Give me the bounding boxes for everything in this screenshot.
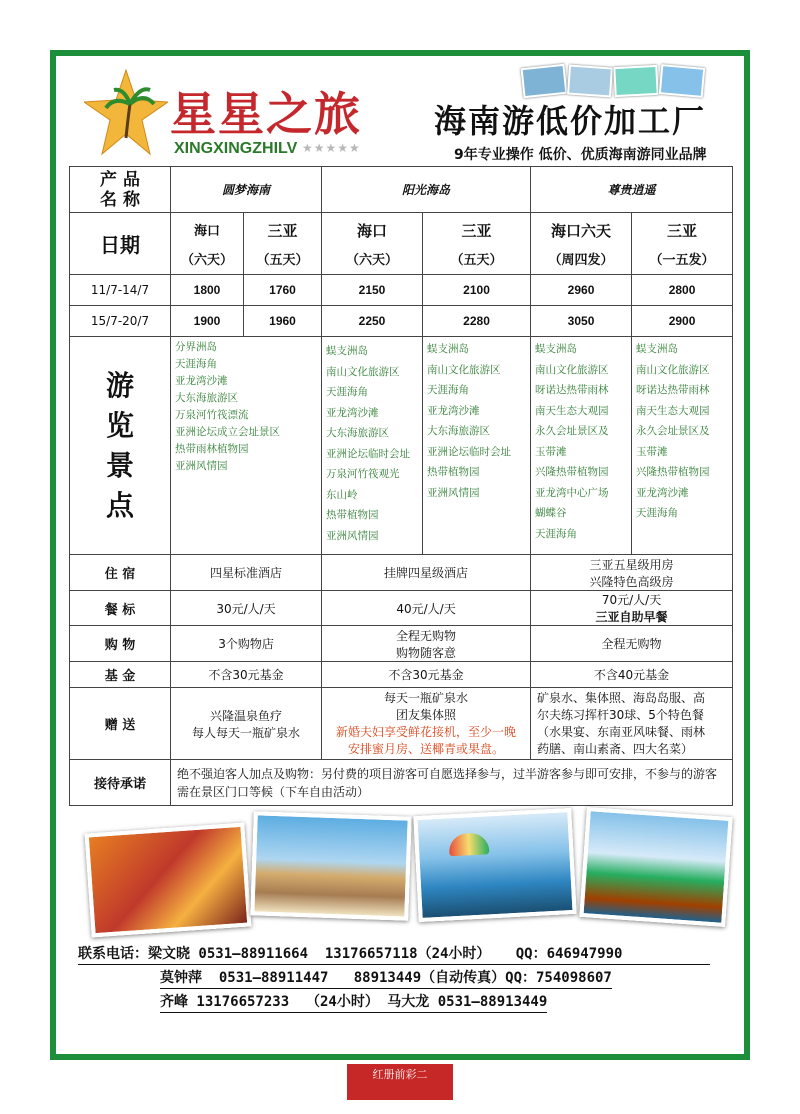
sight-item: 亚龙湾沙滩 — [175, 375, 228, 387]
shopping: 3个购物店 — [171, 626, 322, 662]
sight-item: 亚龙湾沙滩 — [636, 486, 689, 499]
fund-label: 基 金 — [70, 662, 171, 688]
sight-item: 呀诺达热带雨林 — [535, 384, 609, 396]
slogan: 海南游低价加工厂 — [434, 102, 707, 140]
parasailing-photo — [413, 808, 576, 922]
sight-item: 玉带滩 — [636, 445, 668, 458]
price: 2960 — [531, 275, 632, 306]
sight-item: 南天生态大观园 — [535, 404, 609, 417]
sight-item: 热带植物园 — [326, 509, 379, 521]
brand-pinyin: XINGXINGZHILV — [174, 140, 298, 157]
price: 1760 — [244, 275, 322, 306]
date-range: 11/7-14/7 — [70, 275, 171, 306]
meals-label: 餐 标 — [70, 591, 171, 626]
brand-stars: ★★★★★ — [302, 141, 361, 155]
sight-item: 天涯海角 — [427, 384, 470, 396]
price: 2250 — [322, 306, 423, 337]
beach-rocks-photo — [250, 811, 412, 920]
sights-list — [171, 337, 322, 555]
pledge-label: 接待承诺 — [70, 760, 171, 806]
contact-line-1: 联系电话：梁文晓 0531—88911664 13176657118（24小时） QQ：646947990 — [78, 944, 710, 965]
sight-item: 热带雨林植物园 — [175, 443, 249, 455]
product-zungui: 尊贵逍遥 — [531, 167, 733, 213]
sight-item: 热带植物园 — [427, 466, 480, 478]
header — [62, 62, 738, 166]
sight-item: 蜈支洲岛 — [636, 343, 679, 355]
accommodation-label: 住 宿 — [70, 555, 171, 591]
sight-item: 兴隆热带植物园 — [535, 466, 609, 478]
seafood-photo — [85, 823, 252, 938]
sights-list — [632, 337, 733, 555]
photo-clothesline — [522, 62, 732, 92]
sight-item: 亚洲论坛成立会址景区 — [175, 426, 280, 438]
sight-item: 南山文化旅游区 — [535, 363, 609, 376]
shopping-label: 购 物 — [70, 626, 171, 662]
sight-item: 天涯海角 — [175, 358, 217, 370]
sight-item: 亚洲论坛临时会址 — [427, 445, 512, 458]
gift: 兴隆温泉鱼疗 每人每天一瓶矿泉水 — [171, 688, 322, 760]
sight-item: 蜈支洲岛 — [535, 343, 578, 355]
sight-item: 蜈支洲岛 — [427, 343, 470, 355]
shopping: 全程无购物 购物随客意 — [322, 626, 531, 662]
sight-item: 兴隆热带植物园 — [636, 466, 710, 478]
product-yuanmeng: 圆梦海南 — [171, 167, 322, 213]
accommodation: 四星标准酒店 — [171, 555, 322, 591]
product-yangguang: 阳光海岛 — [322, 167, 531, 213]
sight-item: 南山文化旅游区 — [636, 363, 710, 376]
fund: 不含30元基金 — [171, 662, 322, 688]
sight-item: 蜈支洲岛 — [326, 345, 369, 357]
sight-item: 大东海旅游区 — [427, 425, 491, 437]
sight-item: 天涯海角 — [326, 386, 369, 398]
sights-list — [423, 337, 531, 555]
sight-item: 亚洲风情园 — [427, 486, 480, 499]
sight-item: 玉带滩 — [535, 445, 567, 458]
accommodation: 三亚五星级用房 兴隆特色高级房 — [531, 555, 733, 591]
sight-item: 万泉河竹筏观光 — [326, 468, 400, 480]
route-cell: 三亚 （一五发） — [632, 213, 733, 275]
meals: 30元/人/天 — [171, 591, 322, 626]
date-label: 日期 — [70, 213, 171, 275]
price: 2900 — [632, 306, 733, 337]
sight-item: 亚洲论坛临时会址 — [326, 447, 411, 460]
route-cell: 三亚 （五天） — [423, 213, 531, 275]
shopping: 全程无购物 — [531, 626, 733, 662]
fund: 不含40元基金 — [531, 662, 733, 688]
sight-item: 天涯海角 — [535, 527, 578, 540]
route-cell: 海口 （六天） — [171, 213, 244, 275]
gift: 矿泉水、集体照、海岛岛服、高 尔夫练习挥杆30球、5个特色餐 （水果宴、东南亚风味餐、雨林 药膳、南山素斋、四大名菜） — [531, 688, 733, 760]
sight-item: 亚洲风情园 — [326, 529, 379, 542]
sight-item: 南山文化旅游区 — [427, 363, 501, 376]
fund: 不含30元基金 — [322, 662, 531, 688]
lighthouse-coast-photo — [579, 807, 732, 927]
price: 2100 — [423, 275, 531, 306]
sight-item: 分界洲岛 — [175, 341, 217, 353]
contact-line-2: 莫钟萍 0531—88911447 88913449（自动传真）QQ：754098607 — [160, 968, 612, 989]
sights-list — [322, 337, 423, 555]
meals: 40元/人/天 — [322, 591, 531, 626]
sights-list — [531, 337, 632, 555]
brand-name: 星星之旅 — [170, 87, 362, 141]
sight-item: 万泉河竹筏漂流 — [175, 409, 249, 421]
sight-item: 大东海旅游区 — [175, 392, 238, 404]
pledge-text: 绝不强迫客人加点及购物：另付费的项目游客可自愿选择参与，过半游客参与即可安排，不参与的游客需在景区门口等候（下车自由活动） — [171, 760, 733, 806]
sights-label: 游 览 景 点 — [70, 337, 171, 555]
price: 1800 — [171, 275, 244, 306]
sight-item: 南天生态大观园 — [636, 404, 710, 417]
contact-line-3: 齐峰 13176657233 （24小时） 马大龙 0531—88913449 — [160, 992, 547, 1013]
sight-item: 蝴蝶谷 — [535, 507, 567, 519]
sight-item: 亚龙湾沙滩 — [326, 406, 379, 419]
price: 1960 — [244, 306, 322, 337]
gift: 每天一瓶矿泉水 团友集体照 新婚夫妇享受鲜花接机，至少一晚 安排蜜月房、送椰青或果盘。 — [322, 688, 531, 760]
tagline: 9年专业操作 低价、优质海南游同业品牌 — [454, 147, 707, 163]
star-palm-logo-icon — [84, 68, 168, 158]
sight-item: 东山岭 — [326, 488, 358, 501]
sight-item: 大东海旅游区 — [326, 427, 390, 439]
sight-item: 永久会址景区及 — [535, 425, 609, 437]
sight-item: 南山文化旅游区 — [326, 365, 400, 378]
route-cell: 海口六天 （周四发） — [531, 213, 632, 275]
route-cell: 海口 （六天） — [322, 213, 423, 275]
gift-label: 赠 送 — [70, 688, 171, 760]
sight-item: 亚龙湾中心广场 — [535, 486, 609, 499]
sight-item: 亚龙湾沙滩 — [427, 404, 480, 417]
sight-item: 呀诺达热带雨林 — [636, 384, 710, 396]
price: 2280 — [423, 306, 531, 337]
tour-table — [69, 166, 733, 806]
route-cell: 三亚 （五天） — [244, 213, 322, 275]
product-label: 产 品 名 称 — [70, 167, 171, 213]
sight-item: 亚洲风情园 — [175, 460, 228, 472]
accommodation: 挂牌四星级酒店 — [322, 555, 531, 591]
date-range: 15/7-20/7 — [70, 306, 171, 337]
sight-item: 永久会址景区及 — [636, 425, 710, 437]
price: 1900 — [171, 306, 244, 337]
price: 2150 — [322, 275, 423, 306]
meals: 70元/人/天 三亚自助早餐 — [531, 591, 733, 626]
page-tag: 红册前彩二 — [347, 1064, 453, 1100]
price: 3050 — [531, 306, 632, 337]
price: 2800 — [632, 275, 733, 306]
sight-item: 天涯海角 — [636, 507, 679, 519]
